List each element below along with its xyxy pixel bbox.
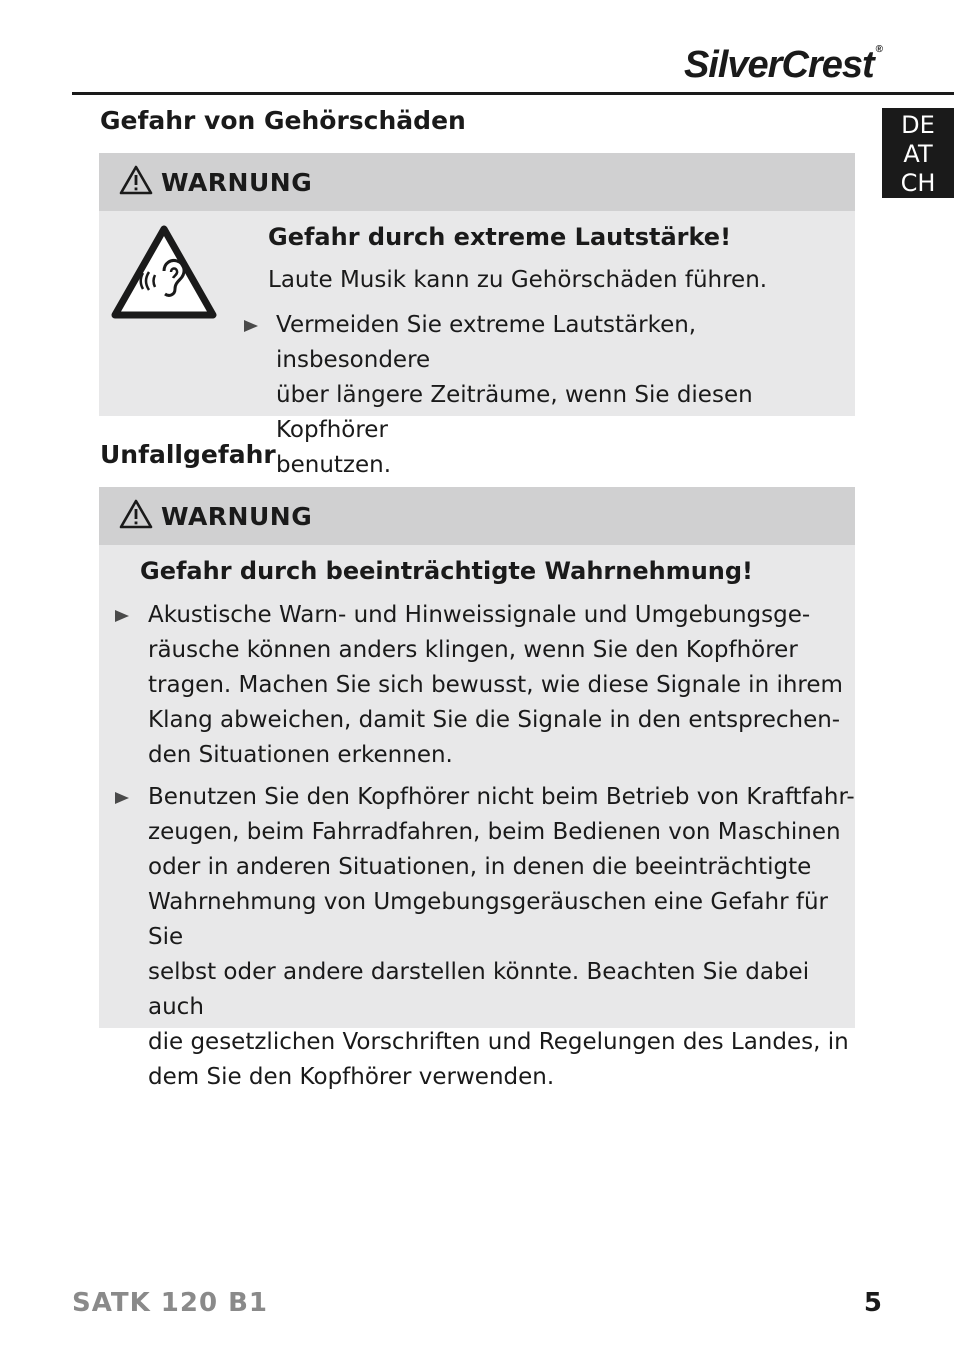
warning-bullet-traffic	[115, 780, 855, 1095]
header-rule	[72, 92, 954, 95]
warning-triangle-icon	[119, 499, 153, 529]
bullet-text: Akustische Warn- und Hinweissignale und Umgebungsge- räusche können anders klingen, wenn Sie den Kopfhörer tragen. Machen Sie sich bewusst, wie diese Signale in ihrem Klang abweichen, damit Sie die Signale in den entsprechen- den Situationen erkennen.	[148, 602, 843, 768]
bullet-text: Vermeiden Sie extreme Lautstärken, insbesondere über längere Zeiträume, wenn Sie diesen Kopfhörer benutzen.	[276, 312, 753, 478]
brand-logo	[684, 44, 882, 87]
brand-mark: ®	[875, 44, 882, 55]
page-number: 5	[863, 1288, 882, 1318]
language-at: AT	[903, 140, 933, 168]
brand-name: SilverCrest	[683, 44, 874, 86]
section-heading-accident: Unfallgefahr	[100, 440, 276, 469]
warning-bullet-volume	[244, 308, 855, 483]
warning-text-volume: Laute Musik kann zu Gehörschäden führen.	[268, 267, 768, 293]
warning-title-perception: Gefahr durch beeinträchtigte Wahrnehmung!	[140, 557, 753, 585]
warning-label: WARNUNG	[161, 501, 313, 531]
language-tab	[882, 108, 954, 198]
language-de: DE	[901, 111, 935, 139]
warning-header	[99, 153, 855, 211]
warning-label: WARNUNG	[161, 167, 313, 197]
warning-box-accident	[99, 487, 855, 1090]
bullet-arrow-icon	[244, 320, 258, 332]
warning-bullet-signals	[115, 598, 843, 773]
section-heading-hearing: Gefahr von Gehörschäden	[100, 106, 466, 135]
bullet-arrow-icon	[115, 792, 129, 804]
warning-header	[99, 487, 855, 545]
footer-model: SATK 120 B1	[72, 1288, 268, 1318]
hearing-damage-icon	[109, 223, 219, 321]
bullet-text: Benutzen Sie den Kopfhörer nicht beim Betrieb von Kraftfahr- zeugen, beim Fahrradfahren, beim Bedienen von Maschinen oder in anderen Situationen, in denen die beeinträchtigte Wahrnehmung von Umgebungsgeräuschen eine Gefahr für Sie selbst oder andere darstellen könnte. Beachten Sie dabei auch die gesetzlichen Vorschriften und Regelungen des Landes, in dem Sie den Kopfhörer verwenden.	[148, 784, 855, 1090]
bullet-arrow-icon	[115, 610, 129, 622]
warning-triangle-icon	[119, 165, 153, 195]
language-ch: CH	[900, 169, 936, 197]
warning-title-volume: Gefahr durch extreme Lautstärke!	[268, 223, 732, 251]
